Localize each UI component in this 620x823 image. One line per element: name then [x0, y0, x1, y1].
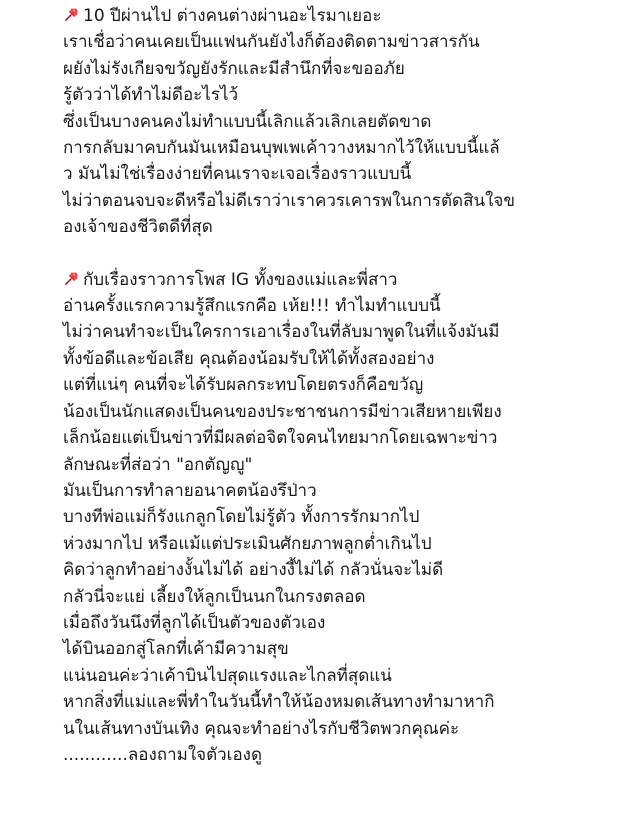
text-line: เมื่อถึงวันนึงที่ลูกได้เป็นตัวของตัวเอง [63, 612, 326, 633]
text-line: การกลับมาคบกันมันเหมือนบุพเพเค้าวางหมากไว้ให้แบบนี้แล้ [63, 138, 500, 159]
text-line: น้องเป็นนักแสดงเป็นคนของประชาชนการมีข่าวเสียหายเพียง [63, 401, 502, 422]
text-line: ผยังไม่รังเกียจขวัญยังรักและมีสำนึกที่จะขออภัย [63, 58, 405, 79]
text-line [63, 267, 620, 293]
text-line: เล็กน้อยแต่เป็นข่าวที่มีผลต่อจิตใจคนไทยมากโดยเฉพาะข่าว [63, 428, 498, 449]
text-line-content: กับเรื่องราวการโพส IG ทั้งของแม่และพี่สาว [83, 269, 398, 290]
paragraph-2 [63, 267, 620, 769]
text-line: ห่วงมากไป หรือแม้แต่ประเมินศักยภาพลูกต่ำเกินไป [63, 533, 432, 554]
text-line: รู้ตัวว่าได้ทำไม่ดีอะไรไว้ [63, 85, 239, 106]
text-line: บางทีพ่อแม่ก็รังแกลูกโดยไม่รู้ตัว ทั้งการรักมากไป [63, 507, 420, 528]
text-line: ไม่ว่าคนทำจะเป็นใครการเอาเรื่องในที่ลับมาพูดในที่แจ้งมันมี [63, 322, 500, 343]
text-line: แน่นอนค่ะว่าเค้าบินไปสุดแรงและไกลที่สุดแน่ [63, 665, 392, 686]
text-line: อ่านครั้งแรกความรู้สึกแรกคือ เห้ย!!! ทำไมทำแบบนี้ [63, 296, 441, 317]
text-line [63, 3, 620, 29]
paragraph-1 [63, 0, 620, 241]
text-line: ทั้งข้อดีและข้อเสีย คุณต้องน้อมรับให้ได้ทั้งสองอย่าง [63, 348, 435, 369]
text-line: ............ลองถามใจตัวเองดู [63, 744, 263, 765]
text-line: หากสิ่งที่แม่และพี่ทำในวันนี้ทำให้น้องหมดเส้นทางทำมาหากิ [63, 692, 495, 713]
text-line: นในเส้นทางบันเทิง คุณจะทำอย่างไรกับชีวิตพวกคุณค่ะ [63, 718, 460, 739]
text-line: ลักษณะที่ส่อว่า "อกตัญญู" [63, 454, 253, 475]
paragraph-spacer [63, 241, 620, 267]
pushpin-icon [63, 5, 81, 23]
text-line-content: 10 ปีผ่านไป ต่างคนต่างผ่านอะไรมาเยอะ [83, 6, 382, 26]
pushpin-icon [63, 269, 81, 287]
text-line: องเจ้าของชีวิตดีที่สุด [63, 217, 213, 238]
text-line: มันเป็นการทำลายอนาคตน้องรึป่าว [63, 480, 317, 501]
text-line: ซึ่งเป็นบางคนคงไม่ทำแบบนี้เลิกแล้วเลิกเลยตัดขาด [63, 111, 432, 132]
text-line: แต่ที่แน่ๆ คนที่จะได้รับผลกระทบโดยตรงก็คือขวัญ [63, 375, 424, 396]
text-line: เราเชื่อว่าคนเคยเป็นแฟนกันยังไงก็ต้องติดตามข่าวสารกัน [63, 32, 480, 53]
text-line: ได้บินออกสู่โลกที่เค้ามีความสุข [63, 639, 289, 660]
text-line: กลัวนี่จะแย่ เลี้ยงให้ลูกเป็นนกในกรงตลอด [63, 586, 366, 607]
text-line: ว มันไม่ใช่เรื่องง่ายที่คนเราจะเจอเรื่องราวแบบนี้ [63, 164, 412, 185]
text-line: คิดว่าลูกทำอย่างงั้นไม่ได้ อย่างงี้ไม่ได้ กลัวนั่นจะไม่ดี [63, 560, 444, 581]
text-line: ไม่ว่าตอนจบจะดีหรือไม่ดีเราว่าเราควรเคารพในการตัดสินใจข [63, 190, 515, 211]
